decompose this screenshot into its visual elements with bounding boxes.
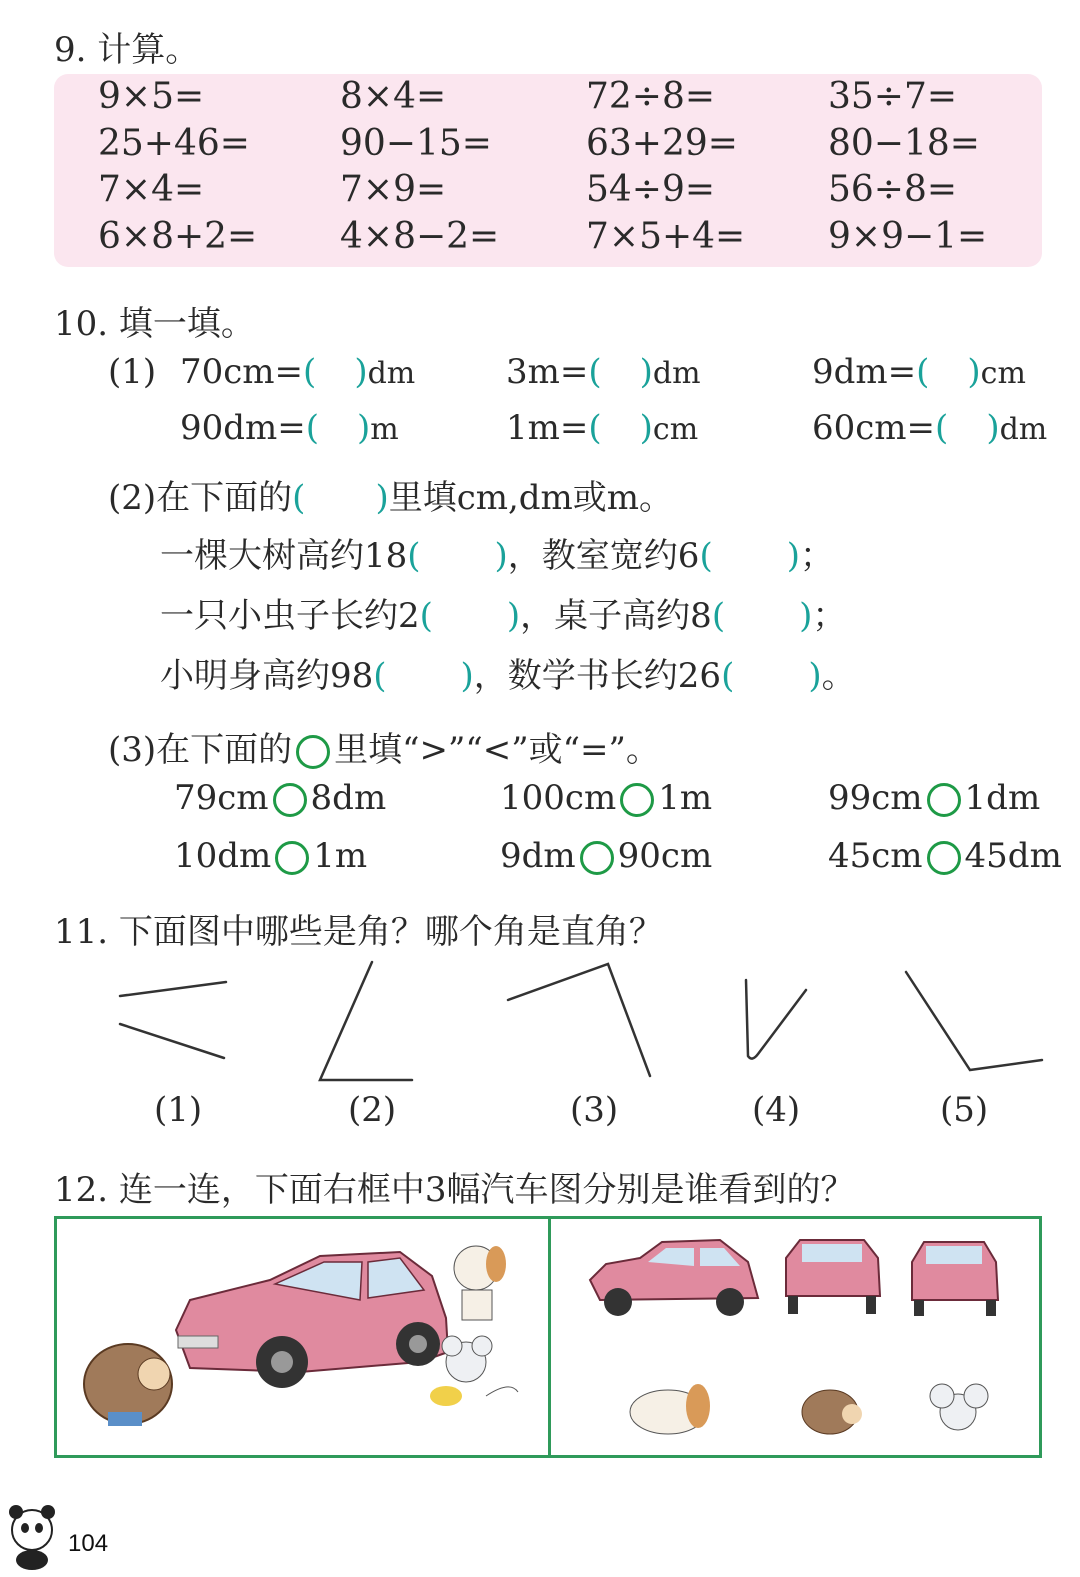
calc-cell: 6×8+2= xyxy=(98,216,258,257)
mouse-illustration xyxy=(430,1336,518,1406)
figure-label: (5) xyxy=(940,1090,989,1130)
sentence-text: ，桌子高约8 xyxy=(520,596,712,636)
figure-label: (1) xyxy=(154,1090,203,1130)
blank-close: ) xyxy=(967,352,981,392)
calc-cell: 54÷9= xyxy=(586,169,716,210)
dog-illustration xyxy=(454,1246,506,1320)
intro-text: (3)在下面的 xyxy=(108,730,293,770)
mouse-head-icon xyxy=(930,1384,988,1430)
conversion-unit: cm xyxy=(652,412,699,447)
calc-cell: 7×9= xyxy=(340,169,447,210)
q11-title: 11. 下面图中哪些是角？哪个角是直角？ xyxy=(54,912,663,952)
blank-close: ) xyxy=(639,352,653,392)
figure-label: (2) xyxy=(348,1090,397,1130)
conversion-lhs: 1m= xyxy=(506,408,589,448)
conversion-unit: dm xyxy=(999,412,1048,447)
figure-label: (3) xyxy=(570,1090,619,1130)
calc-cell: 72÷8= xyxy=(586,76,716,117)
conversion-unit: cm xyxy=(980,356,1026,391)
conversion-unit: dm xyxy=(367,356,416,391)
sentence-text: ，数学书长约26 xyxy=(473,656,722,696)
blank-close: ) xyxy=(506,596,521,636)
blank-open: ( xyxy=(711,596,726,636)
sentence-punct: 。 xyxy=(821,656,856,696)
compare-left: 100cm xyxy=(500,778,617,818)
blank-close: ) xyxy=(786,536,800,576)
blank-close: ) xyxy=(799,596,813,636)
car-front-view xyxy=(912,1242,998,1316)
calc-cell: 7×4= xyxy=(98,169,205,210)
calc-cell: 7×5+4= xyxy=(586,216,746,257)
conversion-lhs: 3m= xyxy=(506,352,589,392)
conversion-lhs: 70cm= xyxy=(180,352,304,392)
conversion-lhs: 9dm= xyxy=(812,352,917,392)
sentence-text: 一只小虫子长约2 xyxy=(160,596,420,636)
q12-title: 12. 连一连，下面右框中3幅汽车图分别是谁看到的？ xyxy=(54,1170,855,1210)
blank-open: ( xyxy=(935,408,949,448)
conversion-unit: dm xyxy=(652,356,701,391)
blank-open: ( xyxy=(588,352,602,392)
blank-open: ( xyxy=(588,408,602,448)
blank-open: ( xyxy=(916,352,930,392)
sentence-text: 一棵大树高约18 xyxy=(160,536,408,576)
blank-open: ( xyxy=(419,596,433,636)
dog-head-icon xyxy=(630,1384,710,1434)
blank-close: ) xyxy=(357,408,371,448)
sentence-punct: ； xyxy=(812,596,847,636)
q9-title: 9. 计算。 xyxy=(54,30,200,70)
blank-open: ( xyxy=(721,656,735,696)
car-side-view xyxy=(590,1240,758,1316)
blank-close: ) xyxy=(808,656,822,696)
q10-title: 10. 填一填。 xyxy=(54,304,255,344)
compare-right: 45dm xyxy=(964,836,1062,876)
compare-right: 1dm xyxy=(964,778,1041,818)
calc-cell: 63+29= xyxy=(586,123,738,164)
blank-open: ( xyxy=(292,478,306,518)
compare-right: 1m xyxy=(658,778,713,818)
compare-left: 45cm xyxy=(828,836,923,876)
compare-right: 90cm xyxy=(617,836,713,876)
page-number: 104 xyxy=(68,1530,109,1557)
calc-cell: 35÷7= xyxy=(828,76,958,117)
blank-close: ) xyxy=(375,478,389,518)
sentence-text: 小明身高约98 xyxy=(160,656,374,696)
car-back-view xyxy=(786,1240,880,1314)
blank-open: ( xyxy=(303,352,317,392)
calc-cell: 56÷8= xyxy=(828,169,958,210)
calc-cell: 9×9−1= xyxy=(828,216,988,257)
conversion-lhs: 60cm= xyxy=(812,408,936,448)
q10-part1-label: (1) xyxy=(108,352,157,392)
calc-cell: 25+46= xyxy=(98,123,250,164)
hedgehog-head-icon xyxy=(802,1390,862,1434)
car-main-illustration xyxy=(176,1252,448,1388)
conversion-lhs: 90dm= xyxy=(180,408,306,448)
intro-text: 里填cm,dm或m。 xyxy=(388,478,674,518)
blank-close: ) xyxy=(354,352,368,392)
intro-text: 里填“>”“<”或“=”。 xyxy=(334,730,660,770)
calc-cell: 9×5= xyxy=(98,76,205,117)
blank-close: ) xyxy=(986,408,1000,448)
calc-cell: 4×8−2= xyxy=(340,216,500,257)
figure-label: (4) xyxy=(752,1090,801,1130)
compare-left: 99cm xyxy=(828,778,923,818)
compare-right: 8dm xyxy=(310,778,387,818)
blank-open: ( xyxy=(305,408,320,448)
calc-cell: 90−15= xyxy=(340,123,492,164)
intro-text: (2)在下面的 xyxy=(108,478,293,518)
blank-close: ) xyxy=(494,536,508,576)
panda-icon xyxy=(9,1505,55,1570)
calc-cell: 8×4= xyxy=(340,76,447,117)
compare-right: 1m xyxy=(313,836,368,876)
blank-open: ( xyxy=(407,536,421,576)
compare-left: 79cm xyxy=(174,778,269,818)
blank-open: ( xyxy=(699,536,713,576)
compare-left: 9dm xyxy=(500,836,576,876)
blank-close: ) xyxy=(460,656,474,696)
blank-close: ) xyxy=(639,408,653,448)
hedgehog-illustration xyxy=(84,1344,172,1426)
blank-open: ( xyxy=(373,656,387,696)
conversion-unit: m xyxy=(370,412,399,447)
sentence-punct: ； xyxy=(799,536,834,576)
compare-left: 10dm xyxy=(174,836,272,876)
calc-cell: 80−18= xyxy=(828,123,980,164)
sentence-text: ，教室宽约6 xyxy=(507,536,700,576)
